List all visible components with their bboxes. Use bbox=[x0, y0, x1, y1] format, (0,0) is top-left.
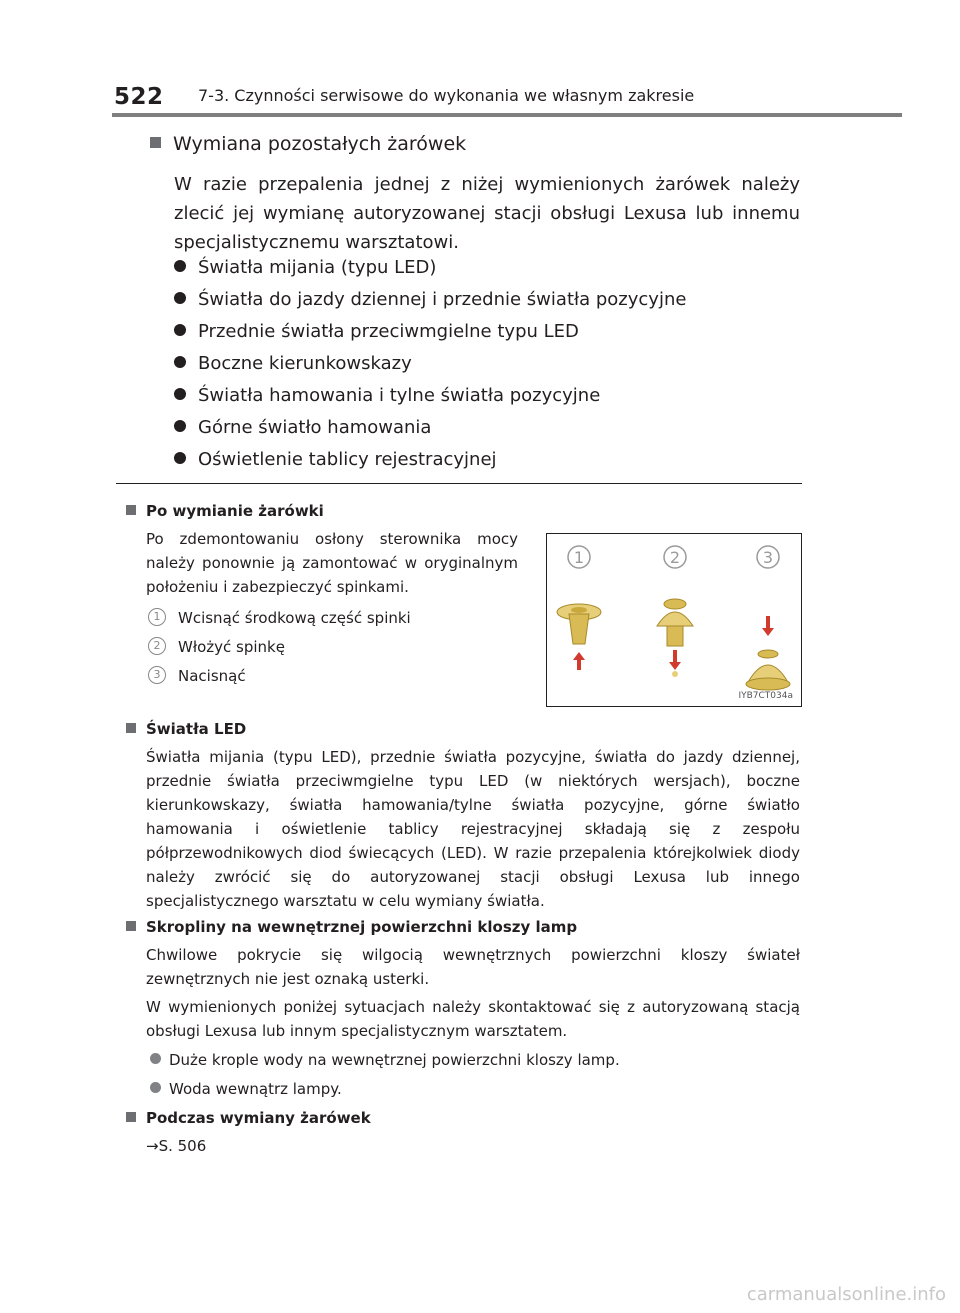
list-item: 2 Włożyć spinkę bbox=[148, 633, 411, 662]
list-item: Światła do jazdy dziennej i przednie światła pozycyjne bbox=[174, 284, 686, 316]
list-item: Duże krople wody na wewnętrznej powierzchni kloszy lamp. bbox=[150, 1048, 620, 1072]
list-item: Boczne kierunkowskazy bbox=[174, 348, 686, 380]
list-item: 3 Nacisnąć bbox=[148, 662, 411, 691]
step-number-icon: 3 bbox=[148, 666, 166, 684]
square-bullet-icon bbox=[126, 921, 136, 931]
led-heading: Światła LED bbox=[126, 720, 246, 738]
divider bbox=[116, 483, 802, 484]
chapter-title: 7-3. Czynności serwisowe do wykonania we własnym zakresie bbox=[198, 86, 695, 105]
bullet-dot-icon bbox=[174, 420, 186, 432]
figure-label-1: 1 bbox=[573, 548, 585, 567]
list-item: Światła hamowania i tylne światła pozycyjne bbox=[174, 380, 686, 412]
page-reference-link[interactable]: →S. 506 bbox=[146, 1137, 207, 1155]
bullet-dot-icon bbox=[150, 1053, 161, 1064]
square-bullet-icon bbox=[126, 723, 136, 733]
clip-2-icon bbox=[657, 599, 693, 677]
step-number-icon: 2 bbox=[148, 637, 166, 655]
clip-3-icon bbox=[746, 616, 790, 690]
list-item: 1 Wcisnąć środkową część spinki bbox=[148, 604, 411, 633]
bulb-list bbox=[174, 252, 686, 476]
bullet-dot-icon bbox=[150, 1082, 161, 1093]
list-item: Woda wewnątrz lampy. bbox=[150, 1077, 342, 1101]
clip-steps bbox=[148, 604, 411, 691]
clip-1-icon bbox=[557, 604, 601, 670]
watermark: carmanualsonline.info bbox=[746, 1284, 946, 1305]
square-bullet-icon bbox=[126, 505, 136, 515]
clip-illustration bbox=[546, 533, 802, 707]
section-intro: W razie przepalenia jednej z niżej wymienionych żarówek należy zlecić jej wymianę autoryzowanej stacji obsługi Lexusa lub innemu specjalistycznemu warsztatowi. bbox=[174, 174, 800, 253]
clip-illustration-drawing bbox=[547, 534, 801, 706]
replacement-heading: Podczas wymiany żarówek bbox=[126, 1109, 371, 1127]
figure-label-3: 3 bbox=[762, 548, 774, 567]
figure-label-2: 2 bbox=[669, 548, 681, 567]
led-text: Światła mijania (typu LED), przednie światła pozycyjne, światła do jazdy dziennej, przednie światła przeciwmgielne typu LED (w niektórych wersjach), boczne kierunkowskazy, światła hamowania/tylne światła pozycyjne, górne światło hamowania i oświetlenie tablicy rejestracyjnej składają się z zespołu półprzewodnikowych diod świecących (LED). W razie przepalenia którejkolwiek diody należy zwrócić się do autoryzowanej stacji obsługi Lexusa lub innego specjalistycznego warsztatu w celu wymiany światła. bbox=[146, 748, 800, 910]
condensation-text-1: Chwilowe pokrycie się wilgocią wewnętrznych powierzchni kloszy świateł zewnętrznych nie jest oznaką usterki. bbox=[146, 946, 800, 988]
list-item: Oświetlenie tablicy rejestracyjnej bbox=[174, 444, 686, 476]
bullet-dot-icon bbox=[174, 260, 186, 272]
square-bullet-icon bbox=[150, 137, 161, 148]
after-replacement-text: Po zdemontowaniu osłony sterownika mocy należy ponownie ją zamontować w oryginalnym położeniu i zabezpieczyć spinkami. bbox=[146, 530, 518, 596]
bullet-dot-icon bbox=[174, 356, 186, 368]
square-bullet-icon bbox=[126, 1112, 136, 1122]
list-item: Światła mijania (typu LED) bbox=[174, 252, 686, 284]
step-number-icon: 1 bbox=[148, 608, 166, 626]
bullet-dot-icon bbox=[174, 388, 186, 400]
section-title: Wymiana pozostałych żarówek bbox=[173, 133, 467, 155]
list-item: Przednie światła przeciwmgielne typu LED bbox=[174, 316, 686, 348]
section-heading bbox=[150, 133, 466, 155]
list-item: Górne światło hamowania bbox=[174, 412, 686, 444]
bullet-dot-icon bbox=[174, 292, 186, 304]
after-replacement-heading: Po wymianie żarówki bbox=[126, 502, 324, 520]
condensation-text-2: W wymienionych poniżej sytuacjach należy skontaktować się z autoryzowaną stacją obsługi Lexusa lub innym specjalistycznym warsztatem. bbox=[146, 998, 800, 1040]
bullet-dot-icon bbox=[174, 324, 186, 336]
bullet-dot-icon bbox=[174, 452, 186, 464]
condensation-heading: Skropliny na wewnętrznej powierzchni kloszy lamp bbox=[126, 918, 577, 936]
page-number: 522 bbox=[114, 84, 164, 110]
header-rule bbox=[112, 113, 902, 117]
figure-code: IYB7CT034a bbox=[738, 691, 793, 701]
